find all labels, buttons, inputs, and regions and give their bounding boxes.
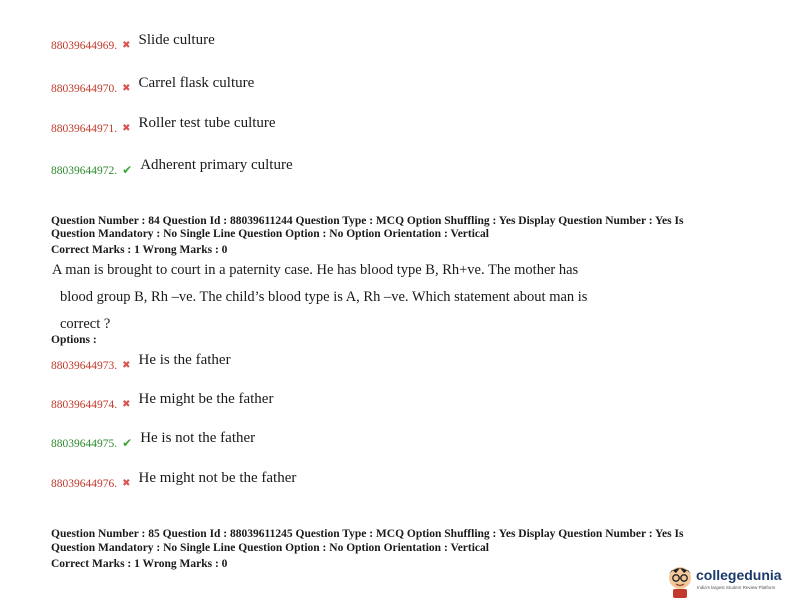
question-marks: Correct Marks : 1 Wrong Marks : 0: [51, 558, 228, 570]
option-text: Slide culture: [138, 31, 215, 48]
collegedunia-logo: [664, 560, 788, 600]
cross-icon: ✖: [122, 477, 131, 489]
option-row: [51, 33, 215, 53]
option-id: 88039644971.: [51, 123, 118, 135]
question-meta-line: Question Mandatory : No Single Line Question Option : No Option Orientation : Vertical: [51, 228, 489, 240]
options-label: Options :: [51, 334, 97, 346]
question-text-line: correct ?: [60, 316, 111, 332]
cross-icon: ✖: [122, 122, 131, 134]
question-meta-line: Question Number : 84 Question Id : 88039611244 Question Type : MCQ Option Shuffling : Yes Display Question Number : Yes Is: [51, 215, 684, 227]
option-text: Adherent primary culture: [140, 156, 293, 173]
option-id: 88039644973.: [51, 360, 118, 372]
option-text: Carrel flask culture: [138, 74, 255, 91]
question-meta-line: Question Number : 85 Question Id : 88039611245 Question Type : MCQ Option Shuffling : Yes Display Question Number : Yes Is: [51, 528, 684, 540]
option-id: 88039644975.: [51, 438, 118, 450]
option-row: [51, 353, 231, 373]
check-icon: ✔: [122, 436, 133, 450]
option-id: 88039644972.: [51, 165, 118, 177]
question-meta-line: Question Mandatory : No Single Line Question Option : No Option Orientation : Vertical: [51, 542, 489, 554]
question-text-line: blood group B, Rh –ve. The child’s blood type is A, Rh –ve. Which statement about man is: [60, 289, 588, 305]
question-text-line: A man is brought to court in a paternity case. He has blood type B, Rh+ve. The mother has: [52, 262, 579, 278]
cross-icon: ✖: [122, 82, 131, 94]
option-text: He is the father: [138, 351, 231, 368]
option-text: He might not be the father: [138, 469, 297, 486]
check-icon: ✔: [122, 163, 133, 177]
option-id: 88039644976.: [51, 478, 118, 490]
question-marks: Correct Marks : 1 Wrong Marks : 0: [51, 244, 228, 256]
option-id: 88039644974.: [51, 399, 118, 411]
option-text: He might be the father: [138, 390, 274, 407]
cross-icon: ✖: [122, 39, 131, 51]
option-row: [51, 116, 276, 136]
option-row: [51, 431, 255, 451]
cross-icon: ✖: [122, 359, 131, 371]
option-id: 88039644970.: [51, 83, 118, 95]
logo-name: collegedunia: [696, 567, 782, 583]
option-row: [51, 158, 293, 178]
option-row: [51, 76, 254, 96]
option-row: [51, 471, 296, 491]
logo-tagline: India's largest Student Review Platform: [697, 585, 776, 590]
option-id: 88039644969.: [51, 40, 118, 52]
option-row: [51, 392, 273, 412]
cross-icon: ✖: [122, 398, 131, 410]
mascot-icon: [664, 560, 696, 600]
option-text: He is not the father: [140, 429, 256, 446]
option-text: Roller test tube culture: [138, 114, 276, 131]
